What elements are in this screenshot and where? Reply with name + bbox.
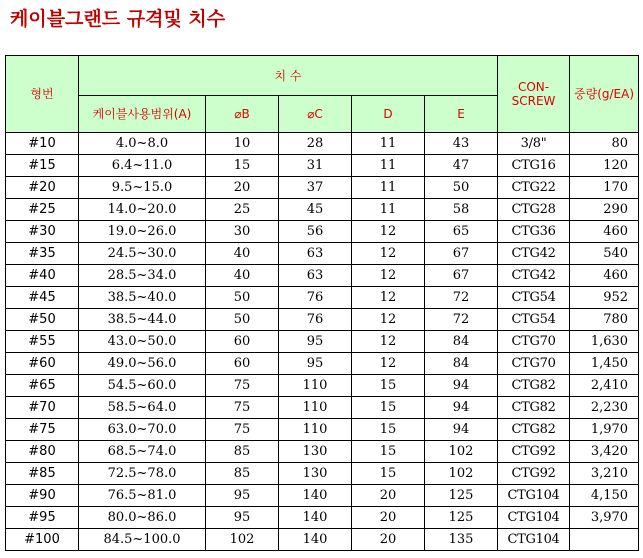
con-screw-cell: CTG104 (498, 529, 570, 551)
e-cell: 65 (425, 221, 498, 243)
c-cell: 110 (279, 419, 352, 441)
b-cell: 20 (206, 177, 279, 199)
cable-range-cell: 9.5~15.0 (79, 177, 206, 199)
b-cell: 75 (206, 397, 279, 419)
b-cell: 95 (206, 485, 279, 507)
cable-range-cell: 68.5~74.0 (79, 441, 206, 463)
cable-range-cell: 19.0~26.0 (79, 221, 206, 243)
table-row (6, 221, 639, 243)
weight-cell: 1,970 (570, 419, 639, 441)
c-cell: 76 (279, 287, 352, 309)
c-cell: 31 (279, 155, 352, 177)
model-cell: #100 (6, 529, 79, 551)
con-screw-cell: CTG28 (498, 199, 570, 221)
weight-cell: 120 (570, 155, 639, 177)
d-cell: 15 (352, 419, 425, 441)
header-con-screw-line1: CON- (517, 80, 550, 94)
c-cell: 95 (279, 353, 352, 375)
cable-range-cell: 58.5~64.0 (79, 397, 206, 419)
d-cell: 15 (352, 375, 425, 397)
e-cell: 58 (425, 199, 498, 221)
model-cell: #90 (6, 485, 79, 507)
model-cell: #55 (6, 331, 79, 353)
cable-range-cell: 43.0~50.0 (79, 331, 206, 353)
cable-range-cell: 14.0~20.0 (79, 199, 206, 221)
con-screw-cell: CTG70 (498, 353, 570, 375)
d-cell: 12 (352, 353, 425, 375)
model-cell: #70 (6, 397, 79, 419)
cable-range-cell: 24.5~30.0 (79, 243, 206, 265)
table-row (6, 463, 639, 485)
table-row (6, 353, 639, 375)
table-row (6, 441, 639, 463)
b-cell: 85 (206, 441, 279, 463)
page-title: 케이블그랜드 규격및 치수 (10, 8, 226, 30)
table-row (6, 331, 639, 353)
table-body (6, 133, 639, 551)
weight-cell: 1,450 (570, 353, 639, 375)
header-con-screw-line2: SCREW (511, 94, 556, 108)
d-cell: 12 (352, 287, 425, 309)
con-screw-cell: CTG54 (498, 309, 570, 331)
spec-table (5, 55, 639, 551)
b-cell: 10 (206, 133, 279, 155)
c-cell: 63 (279, 243, 352, 265)
model-cell: #60 (6, 353, 79, 375)
header-weight: 중량(g/EA) (570, 56, 639, 133)
b-cell: 75 (206, 375, 279, 397)
e-cell: 84 (425, 353, 498, 375)
cable-range-cell: 54.5~60.0 (79, 375, 206, 397)
d-cell: 20 (352, 507, 425, 529)
header-e: E (425, 96, 498, 133)
weight-cell: 80 (570, 133, 639, 155)
table-row (6, 309, 639, 331)
table-row (6, 375, 639, 397)
cable-range-cell: 4.0~8.0 (79, 133, 206, 155)
b-cell: 50 (206, 309, 279, 331)
weight-cell: 460 (570, 221, 639, 243)
d-cell: 15 (352, 397, 425, 419)
con-screw-cell: CTG104 (498, 485, 570, 507)
weight-cell: 2,230 (570, 397, 639, 419)
e-cell: 94 (425, 419, 498, 441)
weight-cell: 952 (570, 287, 639, 309)
table-row (6, 287, 639, 309)
e-cell: 50 (425, 177, 498, 199)
cable-range-cell: 63.0~70.0 (79, 419, 206, 441)
header-c: ⌀C (279, 96, 352, 133)
b-cell: 75 (206, 419, 279, 441)
table-row (6, 397, 639, 419)
weight-cell: 1,630 (570, 331, 639, 353)
c-cell: 63 (279, 265, 352, 287)
table-row (6, 155, 639, 177)
con-screw-cell: CTG42 (498, 265, 570, 287)
e-cell: 72 (425, 287, 498, 309)
c-cell: 110 (279, 375, 352, 397)
table-row (6, 177, 639, 199)
d-cell: 15 (352, 463, 425, 485)
model-cell: #65 (6, 375, 79, 397)
b-cell: 25 (206, 199, 279, 221)
e-cell: 125 (425, 507, 498, 529)
d-cell: 12 (352, 331, 425, 353)
b-cell: 102 (206, 529, 279, 551)
d-cell: 20 (352, 529, 425, 551)
e-cell: 84 (425, 331, 498, 353)
model-cell: #40 (6, 265, 79, 287)
weight-cell: 290 (570, 199, 639, 221)
c-cell: 28 (279, 133, 352, 155)
con-screw-cell: 3/8" (498, 133, 570, 155)
b-cell: 60 (206, 331, 279, 353)
d-cell: 11 (352, 177, 425, 199)
c-cell: 140 (279, 485, 352, 507)
e-cell: 67 (425, 243, 498, 265)
e-cell: 47 (425, 155, 498, 177)
d-cell: 11 (352, 199, 425, 221)
e-cell: 125 (425, 485, 498, 507)
weight-cell: 460 (570, 265, 639, 287)
c-cell: 37 (279, 177, 352, 199)
b-cell: 40 (206, 243, 279, 265)
con-screw-cell: CTG36 (498, 221, 570, 243)
con-screw-cell: CTG54 (498, 287, 570, 309)
c-cell: 76 (279, 309, 352, 331)
weight-cell: 170 (570, 177, 639, 199)
e-cell: 43 (425, 133, 498, 155)
b-cell: 85 (206, 463, 279, 485)
d-cell: 11 (352, 133, 425, 155)
b-cell: 30 (206, 221, 279, 243)
weight-cell: 780 (570, 309, 639, 331)
d-cell: 12 (352, 265, 425, 287)
con-screw-cell: CTG92 (498, 463, 570, 485)
c-cell: 130 (279, 463, 352, 485)
d-cell: 20 (352, 485, 425, 507)
con-screw-cell: CTG82 (498, 397, 570, 419)
cable-range-cell: 80.0~86.0 (79, 507, 206, 529)
c-cell: 130 (279, 441, 352, 463)
e-cell: 94 (425, 397, 498, 419)
b-cell: 95 (206, 507, 279, 529)
cable-range-cell: 76.5~81.0 (79, 485, 206, 507)
b-cell: 60 (206, 353, 279, 375)
con-screw-cell: CTG22 (498, 177, 570, 199)
table-row (6, 133, 639, 155)
b-cell: 50 (206, 287, 279, 309)
table-row (6, 265, 639, 287)
model-cell: #35 (6, 243, 79, 265)
model-cell: #30 (6, 221, 79, 243)
con-screw-cell: CTG42 (498, 243, 570, 265)
b-cell: 15 (206, 155, 279, 177)
d-cell: 12 (352, 221, 425, 243)
cable-range-cell: 28.5~34.0 (79, 265, 206, 287)
model-cell: #80 (6, 441, 79, 463)
c-cell: 95 (279, 331, 352, 353)
header-d: D (352, 96, 425, 133)
model-cell: #10 (6, 133, 79, 155)
c-cell: 140 (279, 507, 352, 529)
model-cell: #75 (6, 419, 79, 441)
table-row (6, 485, 639, 507)
weight-cell: 540 (570, 243, 639, 265)
table-row (6, 507, 639, 529)
header-model: 형번 (6, 56, 79, 133)
header-b: ⌀B (206, 96, 279, 133)
d-cell: 12 (352, 309, 425, 331)
weight-cell: 3,970 (570, 507, 639, 529)
cable-range-cell: 38.5~44.0 (79, 309, 206, 331)
table-row (6, 199, 639, 221)
weight-cell: 4,150 (570, 485, 639, 507)
cable-range-cell: 6.4~11.0 (79, 155, 206, 177)
c-cell: 110 (279, 397, 352, 419)
table-row (6, 243, 639, 265)
b-cell: 40 (206, 265, 279, 287)
weight-cell (570, 529, 639, 551)
e-cell: 102 (425, 463, 498, 485)
header-dimensions: 치 수 (79, 56, 498, 96)
e-cell: 94 (425, 375, 498, 397)
header-cable-range: 케이블사용범위(A) (79, 96, 206, 133)
c-cell: 140 (279, 529, 352, 551)
model-cell: #95 (6, 507, 79, 529)
con-screw-cell: CTG70 (498, 331, 570, 353)
con-screw-cell: CTG92 (498, 441, 570, 463)
header-con-screw (498, 56, 570, 133)
cable-range-cell: 49.0~56.0 (79, 353, 206, 375)
model-cell: #85 (6, 463, 79, 485)
model-cell: #50 (6, 309, 79, 331)
con-screw-cell: CTG104 (498, 507, 570, 529)
con-screw-cell: CTG82 (498, 375, 570, 397)
cable-range-cell: 72.5~78.0 (79, 463, 206, 485)
con-screw-cell: CTG82 (498, 419, 570, 441)
model-cell: #25 (6, 199, 79, 221)
e-cell: 102 (425, 441, 498, 463)
cable-range-cell: 84.5~100.0 (79, 529, 206, 551)
weight-cell: 3,420 (570, 441, 639, 463)
c-cell: 56 (279, 221, 352, 243)
weight-cell: 2,410 (570, 375, 639, 397)
e-cell: 135 (425, 529, 498, 551)
con-screw-cell: CTG16 (498, 155, 570, 177)
table-row (6, 419, 639, 441)
model-cell: #20 (6, 177, 79, 199)
d-cell: 12 (352, 243, 425, 265)
model-cell: #15 (6, 155, 79, 177)
e-cell: 67 (425, 265, 498, 287)
cable-range-cell: 38.5~40.0 (79, 287, 206, 309)
d-cell: 15 (352, 441, 425, 463)
table-row (6, 529, 639, 551)
weight-cell: 3,210 (570, 463, 639, 485)
model-cell: #45 (6, 287, 79, 309)
d-cell: 11 (352, 155, 425, 177)
c-cell: 45 (279, 199, 352, 221)
e-cell: 72 (425, 309, 498, 331)
